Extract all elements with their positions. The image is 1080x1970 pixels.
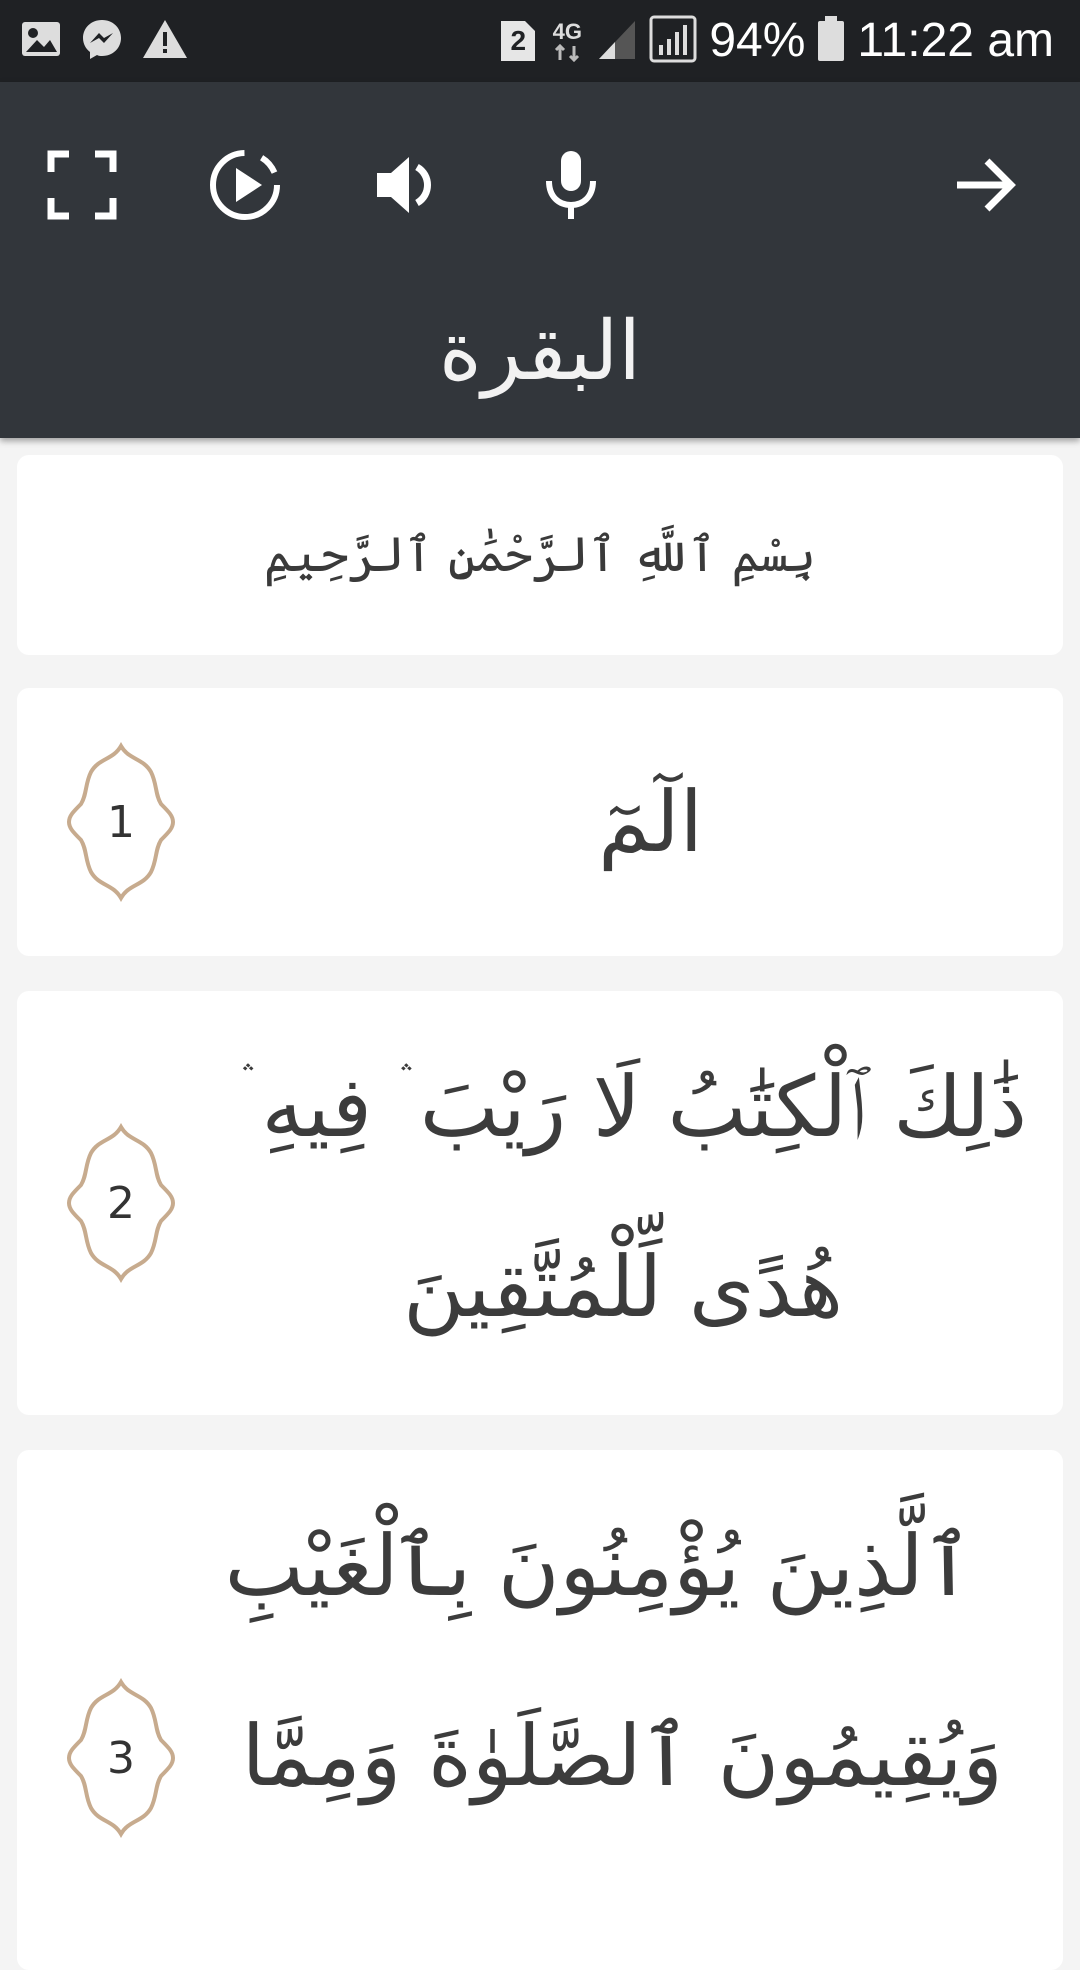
ayah-number: 2 — [107, 1177, 135, 1229]
warning-icon — [142, 18, 188, 64]
ayah-number: 3 — [107, 1732, 135, 1784]
network-type: 4G — [552, 19, 583, 44]
basmala-text: بِسْمِ ٱللَّهِ ٱلرَّحْمَٰنِ ٱلرَّحِيمِ — [263, 527, 817, 583]
signal-icon — [597, 17, 637, 65]
ayah-number-marker — [59, 1678, 183, 1838]
arrow-right-icon — [953, 157, 1017, 213]
ayah-line: ذَٰلِكَ ٱلْكِتَٰبُ لَا رَيْبَ ۛ فِيهِ ۛ — [240, 1058, 1027, 1156]
fullscreen-icon — [47, 150, 117, 220]
ayah-number-marker — [59, 1123, 183, 1283]
network-icon — [549, 20, 585, 62]
messenger-icon — [80, 17, 124, 65]
surah-title: البقرة — [438, 304, 642, 399]
app-bar — [0, 82, 1080, 438]
play-icon — [208, 148, 282, 222]
ayah-line: الٓمٓ — [598, 773, 703, 871]
microphone-button[interactable] — [516, 130, 626, 240]
volume-icon — [373, 153, 443, 217]
ayah-number-marker — [59, 742, 183, 902]
clock: 11:22 am — [857, 14, 1054, 67]
play-button[interactable] — [190, 130, 300, 240]
status-bar — [0, 0, 1080, 82]
ayah-line: هُدًى لِّلْمُتَّقِينَ — [403, 1238, 843, 1336]
fullscreen-button[interactable] — [27, 130, 137, 240]
signal-box-icon — [649, 15, 697, 67]
ayah-card-3[interactable] — [17, 1450, 1063, 1970]
ayah-line: ٱلَّذِينَ يُؤْمِنُونَ بِٱلْغَيْبِ — [224, 1517, 973, 1615]
next-surah-button[interactable] — [930, 130, 1040, 240]
microphone-icon — [543, 149, 599, 221]
volume-button[interactable] — [353, 130, 463, 240]
gallery-icon — [20, 18, 62, 64]
basmala-card — [17, 455, 1063, 655]
battery-percent: 94% — [709, 14, 806, 67]
ayah-line: وَيُقِيمُونَ ٱلصَّلَوٰةَ وَمِمَّا — [241, 1707, 1003, 1805]
battery-icon — [817, 16, 845, 66]
ayah-number: 1 — [107, 796, 135, 848]
sim-slot-label: 2 — [510, 25, 527, 56]
sim-icon — [499, 19, 537, 63]
ayah-card-2[interactable] — [17, 991, 1063, 1415]
ayah-card-1[interactable] — [17, 688, 1063, 956]
